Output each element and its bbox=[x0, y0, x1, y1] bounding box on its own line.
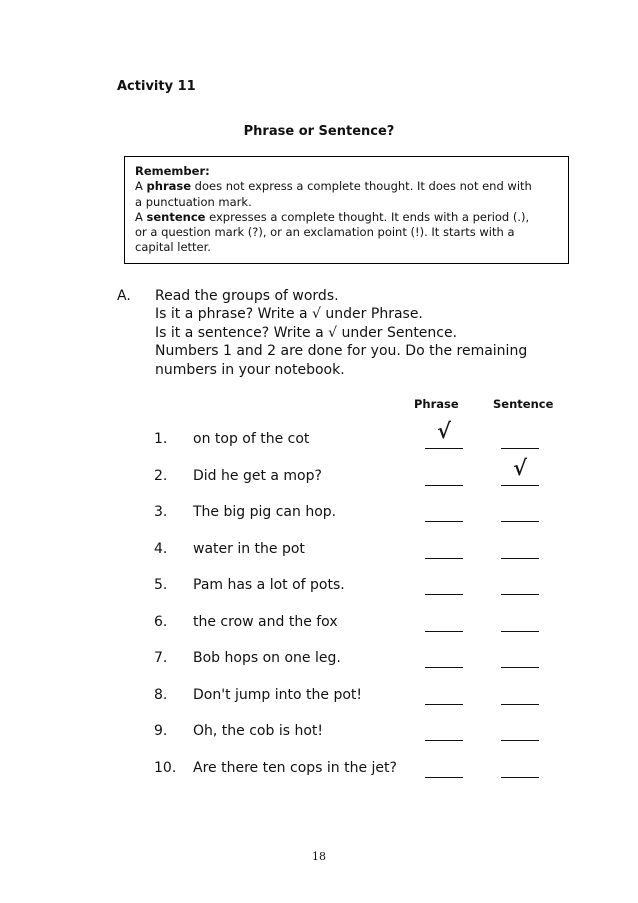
instruction-line: numbers in your notebook. bbox=[155, 361, 345, 378]
instruction-line: Is it a sentence? Write a √ under Sentence. bbox=[155, 324, 458, 341]
item-number: 9. bbox=[154, 723, 168, 739]
column-header-phrase: Phrase bbox=[414, 397, 459, 411]
instruction-line: Is it a phrase? Write a √ under Phrase. bbox=[155, 306, 423, 323]
phrase-answer-blank[interactable] bbox=[425, 418, 463, 449]
item-number: 10. bbox=[154, 759, 177, 776]
sentence-answer-blank[interactable] bbox=[501, 504, 539, 522]
check-mark-icon: √ bbox=[513, 454, 527, 480]
sentence-answer-blank[interactable] bbox=[501, 723, 539, 741]
item-text: The big pig can hop. bbox=[193, 504, 337, 520]
item-text: Are there ten cops in the jet? bbox=[193, 759, 397, 776]
item-number: 4. bbox=[154, 540, 168, 557]
exercise-item bbox=[0, 454, 638, 490]
exercise-item bbox=[0, 760, 638, 782]
page-title: Phrase or Sentence? bbox=[243, 124, 395, 139]
exercise-item bbox=[0, 541, 638, 563]
exercise-item bbox=[0, 614, 638, 636]
column-header-sentence: Sentence bbox=[493, 397, 554, 411]
sentence-answer-blank[interactable] bbox=[501, 650, 539, 668]
exercise-item bbox=[0, 418, 638, 453]
activity-title: Activity 11 bbox=[117, 79, 196, 94]
check-mark-icon: √ bbox=[437, 418, 451, 443]
exercise-item bbox=[0, 650, 638, 672]
item-number: 2. bbox=[154, 467, 168, 484]
item-number: 8. bbox=[154, 686, 168, 703]
item-text: on top of the cot bbox=[193, 431, 310, 447]
sentence-definition: A sentence expresses a complete thought. It ends with a period (.), bbox=[135, 209, 530, 224]
phrase-answer-blank[interactable] bbox=[425, 760, 463, 778]
instruction-line: Read the groups of words. bbox=[155, 288, 339, 304]
sentence-term: sentence bbox=[146, 209, 206, 224]
phrase-definition: A phrase does not express a complete thought. It does not end with bbox=[135, 179, 532, 194]
exercise-item bbox=[0, 723, 638, 745]
exercise-item bbox=[0, 577, 638, 599]
phrase-definition-cont: a punctuation mark. bbox=[135, 194, 252, 209]
section-letter: A. bbox=[117, 288, 131, 304]
item-number: 7. bbox=[154, 650, 168, 666]
item-text: the crow and the fox bbox=[193, 613, 338, 630]
item-number: 6. bbox=[154, 613, 168, 630]
phrase-answer-blank[interactable] bbox=[425, 687, 463, 705]
phrase-answer-blank[interactable] bbox=[425, 723, 463, 741]
phrase-answer-blank[interactable] bbox=[425, 614, 463, 632]
item-text: Oh, the cob is hot! bbox=[193, 723, 323, 739]
remember-title: Remember: bbox=[135, 164, 210, 178]
item-text: Pam has a lot of pots. bbox=[193, 577, 345, 593]
phrase-answer-blank[interactable] bbox=[425, 577, 463, 595]
sentence-definition-cont: or a question mark (?), or an exclamation point (!). It starts with a bbox=[135, 225, 515, 240]
item-text: water in the pot bbox=[193, 540, 305, 557]
phrase-answer-blank[interactable] bbox=[425, 541, 463, 559]
sentence-answer-blank[interactable] bbox=[501, 454, 539, 486]
page-number: 18 bbox=[312, 850, 326, 863]
item-number: 1. bbox=[154, 431, 168, 447]
phrase-answer-blank[interactable] bbox=[425, 468, 463, 486]
sentence-answer-blank[interactable] bbox=[501, 614, 539, 632]
instruction-line: Numbers 1 and 2 are done for you. Do the remaining bbox=[155, 343, 528, 360]
phrase-answer-blank[interactable] bbox=[425, 504, 463, 522]
exercise-item bbox=[0, 504, 638, 526]
sentence-answer-blank[interactable] bbox=[501, 760, 539, 778]
instructions bbox=[155, 287, 527, 379]
item-text: Did he get a mop? bbox=[193, 467, 322, 484]
item-number: 5. bbox=[154, 577, 168, 593]
sentence-answer-blank[interactable] bbox=[501, 431, 539, 449]
phrase-term: phrase bbox=[146, 179, 192, 194]
sentence-answer-blank[interactable] bbox=[501, 687, 539, 705]
item-number: 3. bbox=[154, 504, 168, 520]
sentence-definition-end: capital letter. bbox=[135, 240, 211, 255]
remember-box bbox=[124, 156, 569, 264]
item-text: Bob hops on one leg. bbox=[193, 650, 341, 666]
phrase-answer-blank[interactable] bbox=[425, 650, 463, 668]
item-text: Don't jump into the pot! bbox=[193, 686, 362, 703]
sentence-answer-blank[interactable] bbox=[501, 541, 539, 559]
exercise-item bbox=[0, 687, 638, 709]
sentence-answer-blank[interactable] bbox=[501, 577, 539, 595]
